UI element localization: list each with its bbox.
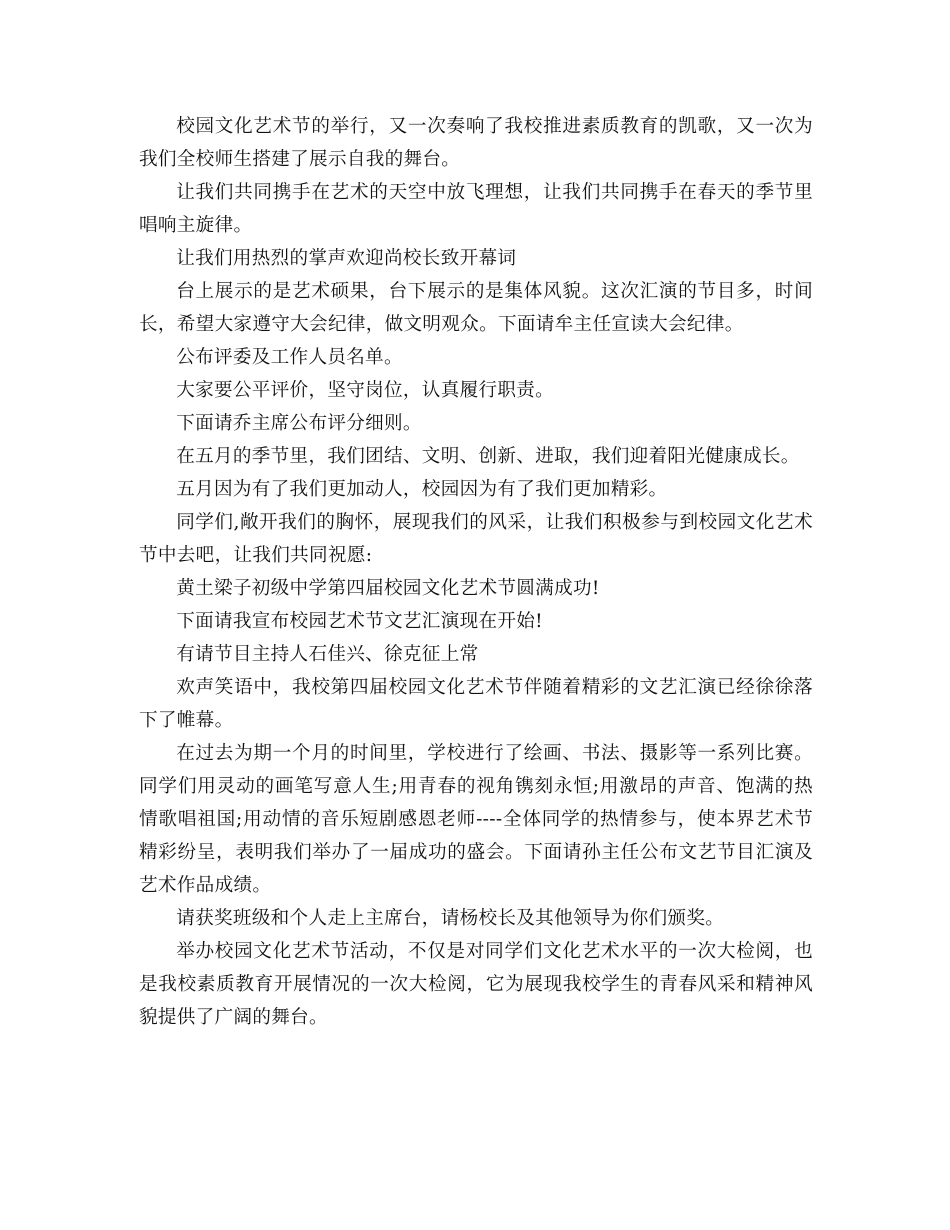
paragraph-fair-judging: 大家要公平评价，坚守岗位，认真履行职责。 <box>176 380 555 401</box>
paragraph-competitions: 在过去为期一个月的时间里，学校进行了绘画、书法、摄影等一系列比赛。同学们用灵动的画笔写意人生;用青春的视角镌刻永恒;用激昂的声音、饱满的热情歌唱祖国;用动情的音乐短剧感恩老师----全体同学的热情参与，使本界艺术节精彩纷呈，表明我们举办了一届成功的盛会。下面请孙主任公布文艺节目汇演及艺术作品成绩。 <box>139 743 813 896</box>
paragraph-judges-list: 公布评委及工作人员名单。 <box>176 347 403 368</box>
paragraph-summary: 举办校园文化艺术节活动，不仅是对同学们文化艺术水平的一次大检阅，也是我校素质教育开展情况的一次大检阅，它为展现我校学生的青春风采和精神风貌提供了广阔的舞台。 <box>139 941 813 1028</box>
paragraph-may-campus: 五月因为有了我们更加动人，校园因为有了我们更加精彩。 <box>176 479 668 500</box>
paragraph-festival-success: 黄土梁子初级中学第四届校园文化艺术节圆满成功! <box>176 578 600 599</box>
paragraph-discipline: 台上展示的是艺术硕果，台下展示的是集体风貌。这次汇演的节目多，时间长，希望大家遵守大会纪律，做文明观众。下面请牟主任宣读大会纪律。 <box>139 281 813 335</box>
paragraph-show-start: 下面请我宣布校园艺术节文艺汇演现在开始! <box>176 611 543 632</box>
paragraph-students-wish: 同学们,敞开我们的胸怀，展现我们的风采，让我们积极参与到校园文化艺术节中去吧，让我们共同祝愿: <box>139 512 813 566</box>
paragraph-art-sky: 让我们共同携手在艺术的天空中放飞理想，让我们共同携手在春天的季节里唱响主旋律。 <box>139 182 813 236</box>
document-body <box>139 110 813 1034</box>
paragraph-awards: 请获奖班级和个人走上主席台，请杨校长及其他领导为你们颁奖。 <box>176 908 725 929</box>
paragraph-opening: 校园文化艺术节的举行，又一次奏响了我校推进素质教育的凯歌，又一次为我们全校师生搭建了展示自我的舞台。 <box>139 116 813 170</box>
paragraph-closing: 欢声笑语中，我校第四届校园文化艺术节伴随着精彩的文艺汇演已经徐徐落下了帷幕。 <box>139 677 813 731</box>
paragraph-may-season: 在五月的季节里，我们团结、文明、创新、进取，我们迎着阳光健康成长。 <box>176 446 800 467</box>
paragraph-scoring-rules: 下面请乔主席公布评分细则。 <box>176 413 422 434</box>
paragraph-welcome-principal: 让我们用热烈的掌声欢迎尚校长致开幕词 <box>176 248 517 269</box>
paragraph-hosts: 有请节目主持人石佳兴、徐克征上常 <box>176 644 479 665</box>
